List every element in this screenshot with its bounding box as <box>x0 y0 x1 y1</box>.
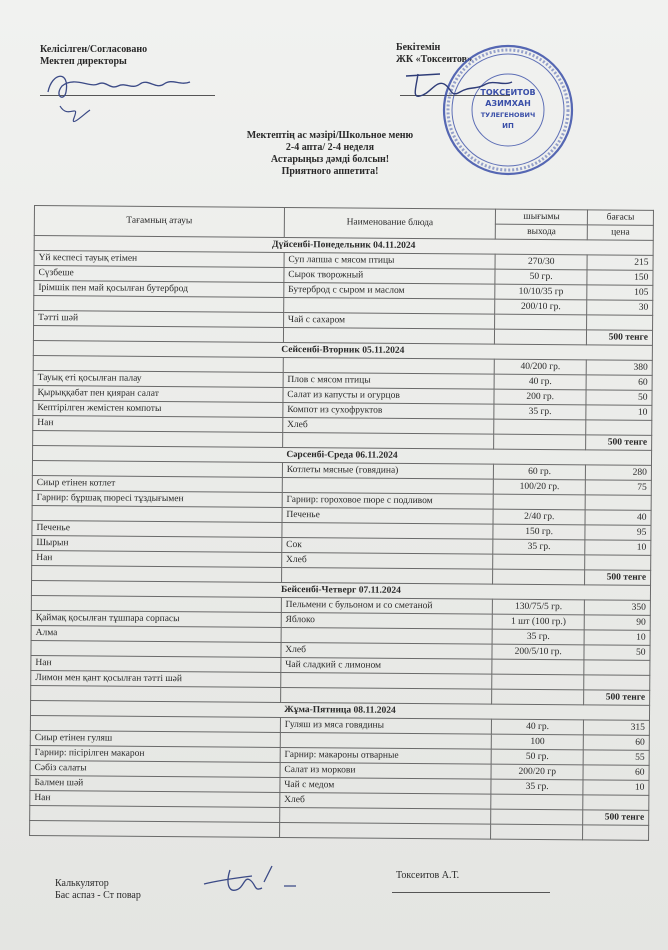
dish-price: 10 <box>583 780 649 796</box>
menu-table <box>29 205 654 841</box>
dish-name-ru <box>281 672 492 689</box>
dish-name-ru: Чай с медом <box>280 777 491 794</box>
dish-price: 60 <box>586 375 652 391</box>
empty-cell <box>494 434 586 450</box>
approver-signature <box>400 62 540 112</box>
empty-cell <box>279 807 490 824</box>
dish-name-ru: Суп лапша с мясом птицы <box>284 252 495 269</box>
dish-price: 50 <box>584 645 650 661</box>
dish-output: 130/75/5 гр. <box>492 599 584 615</box>
chef-signature <box>200 862 310 898</box>
dish-name-kz: Нан <box>32 550 282 567</box>
dish-name-kz: Ірімшік пен май қосылған бутерброд <box>34 281 284 298</box>
dish-price <box>586 420 652 436</box>
dish-name-ru: Сок <box>282 537 493 554</box>
day-total: 500 тенге <box>583 810 649 826</box>
empty-cell <box>583 825 649 841</box>
header-price-kz: бағасы <box>588 210 654 226</box>
stamp-text-1: ТОКСЕИТОВ <box>480 88 536 97</box>
dish-price: 315 <box>584 720 650 736</box>
dish-name-ru: Чай сладкий с лимоном <box>281 657 492 674</box>
dish-name-kz: Гарнир: пісірілген макарон <box>30 745 280 762</box>
dish-output <box>491 794 583 810</box>
header-output-ru: выхода <box>495 224 587 240</box>
dish-price: 50 <box>586 390 652 406</box>
calculator-label: Калькулятор <box>55 878 109 889</box>
dish-name-ru: Компот из сухофруктов <box>283 402 494 419</box>
empty-cell <box>495 329 587 345</box>
day-title: Дүйсенбі-Понедельник 04.11.2024 <box>34 236 653 256</box>
day-title: Сейсенбі-Вторник 05.11.2024 <box>33 340 652 360</box>
dish-name-ru: Котлеты мясные (говядина) <box>282 462 493 479</box>
empty-cell <box>279 822 490 839</box>
dish-output: 50 гр. <box>491 749 583 765</box>
menu-title-block <box>180 130 480 178</box>
dish-output <box>492 659 584 675</box>
dish-name-ru: Чай с сахаром <box>283 312 494 329</box>
dish-output: 100/20 гр. <box>493 479 585 495</box>
dish-name-ru <box>280 732 491 749</box>
table-header-row-1 <box>34 206 653 226</box>
empty-cell <box>30 820 280 837</box>
dish-name-kz: Гарнир: бұршақ пюресі тұздығымен <box>32 490 282 507</box>
dish-price: 90 <box>584 615 650 631</box>
stamp-text-3: ТУЛЕГЕНОВИЧ <box>480 111 536 119</box>
dish-output: 10/10/35 гр <box>495 284 587 300</box>
day-title: Бейсенбі-Четверг 07.11.2024 <box>31 580 650 600</box>
dish-name-ru: Пельмени с бульоном и со сметаной <box>281 597 492 614</box>
dish-output: 60 гр. <box>494 464 586 480</box>
dish-price: 60 <box>583 735 649 751</box>
dish-name-kz: Алма <box>31 625 281 642</box>
day-title: Жұма-Пятница 08.11.2024 <box>30 700 649 720</box>
header-price-ru: цена <box>587 225 653 241</box>
stamp-text-4: ИП <box>502 122 514 130</box>
dish-price <box>587 315 653 331</box>
dish-name-ru: Гарнир: макароны отварные <box>280 747 491 764</box>
school-director-label: Мектеп директоры <box>40 56 127 67</box>
dish-name-kz: Үй кеспесі тауық етімен <box>34 251 284 268</box>
dish-name-kz: Тауық еті қосылған палау <box>33 370 283 387</box>
dish-output: 1 шт (100 гр.) <box>492 614 584 630</box>
dish-price: 55 <box>583 750 649 766</box>
empty-cell <box>283 327 494 344</box>
dish-output: 35 гр. <box>491 779 583 795</box>
director-signature <box>40 62 230 137</box>
dish-output: 100 <box>491 734 583 750</box>
dish-output <box>493 494 585 510</box>
dish-output: 270/30 <box>495 254 587 270</box>
entrepreneur-label: ЖК «Токсеитов» <box>396 54 473 65</box>
dish-price: 10 <box>586 405 652 421</box>
dish-name-kz: Тәтті шәй <box>34 311 284 328</box>
dish-output <box>492 674 584 690</box>
dish-price: 215 <box>587 255 653 271</box>
day-total: 500 тенге <box>586 435 652 451</box>
dish-output: 200 гр. <box>494 389 586 405</box>
header-output-kz: шығымы <box>496 209 588 225</box>
dish-output <box>493 554 585 570</box>
empty-cell <box>493 569 585 585</box>
dish-name-kz: Сәбіз салаты <box>30 760 280 777</box>
empty-cell <box>491 824 583 840</box>
menu-week: 2-4 апта/ 2-4 неделя <box>285 142 375 153</box>
head-chef-label: Бас аспаз - Ст повар <box>55 890 141 901</box>
dish-output: 2/40 гр. <box>493 509 585 525</box>
dish-price <box>585 555 651 571</box>
dish-name-kz: Сиыр етінен гуляш <box>30 730 280 747</box>
header-dish-kz: Тағамның атауы <box>34 206 284 238</box>
dish-name-kz: Лимон мен қант қосылған тәтті шәй <box>31 670 281 687</box>
dish-price: 10 <box>585 540 651 556</box>
dish-price: 105 <box>587 285 653 301</box>
greeting-ru: Приятного аппетита! <box>281 166 379 177</box>
dish-name-kz: Нан <box>30 790 280 807</box>
dish-price: 60 <box>583 765 649 781</box>
empty-cell <box>280 687 491 704</box>
dish-name-kz: Нан <box>33 415 283 432</box>
dish-name-ru: Салат из капусты и огурцов <box>283 387 494 404</box>
dish-output: 200/5/10 гр. <box>492 644 584 660</box>
day-total: 500 тенге <box>585 570 651 586</box>
dish-price <box>584 675 650 691</box>
day-title: Сәрсенбі-Среда 06.11.2024 <box>32 445 651 465</box>
dish-name-ru <box>282 522 493 539</box>
dish-output: 35 гр. <box>494 404 586 420</box>
dish-name-kz: Кептірілген жемістен компоты <box>33 400 283 417</box>
footer-signature-line <box>392 892 550 893</box>
dish-name-ru: Сырок творожный <box>284 267 495 284</box>
dish-name-kz: Шырын <box>32 535 282 552</box>
dish-price: 75 <box>585 480 651 496</box>
dish-output: 150 гр. <box>493 524 585 540</box>
footer-right-block <box>396 870 459 882</box>
dish-output: 35 гр. <box>492 629 584 645</box>
dish-name-ru <box>283 297 494 314</box>
dish-price: 150 <box>587 270 653 286</box>
dish-price: 10 <box>584 630 650 646</box>
dish-price: 95 <box>585 525 651 541</box>
dish-name-ru: Хлеб <box>281 552 492 569</box>
dish-name-kz: Қырыққабат пен қияран салат <box>33 385 283 402</box>
dish-output: 200/20 гр <box>491 764 583 780</box>
dish-price: 350 <box>585 600 651 616</box>
dish-output: 200/10 гр. <box>495 299 587 315</box>
dish-name-ru <box>283 357 494 374</box>
greeting-kz: Астарыңыз дәмді болсын! <box>270 154 390 165</box>
dish-price: 30 <box>587 300 653 316</box>
empty-cell <box>492 689 584 705</box>
approve-label: Бекітемін <box>396 42 441 53</box>
dish-price <box>584 660 650 676</box>
dish-name-ru: Плов с мясом птицы <box>283 372 494 389</box>
dish-name-kz: Қаймақ қосылған тұшпара сорпасы <box>31 610 281 627</box>
dish-output: 50 гр. <box>495 269 587 285</box>
empty-cell <box>282 432 493 449</box>
dish-price: 380 <box>586 360 652 376</box>
dish-output: 40/200 гр. <box>494 359 586 375</box>
dish-output: 35 гр. <box>493 539 585 555</box>
menu-title: Мектептің ас мәзірі/Школьное меню <box>246 130 414 141</box>
dish-name-ru: Хлеб <box>283 417 494 434</box>
footer-left-block <box>55 878 141 902</box>
dish-price <box>585 495 651 511</box>
dish-name-kz: Балмен шәй <box>30 775 280 792</box>
dish-price: 40 <box>585 510 651 526</box>
day-total: 500 тенге <box>587 330 653 346</box>
agreed-label: Келісілген/Согласовано <box>40 44 148 55</box>
dish-name-ru: Гарнир: гороховое пюре с подливом <box>282 492 493 509</box>
dish-name-ru: Хлеб <box>281 642 492 659</box>
dish-output: 40 гр. <box>494 374 586 390</box>
day-total: 500 тенге <box>584 690 650 706</box>
dish-name-ru: Бутерброд с сыром и маслом <box>284 282 495 299</box>
dish-name-ru <box>281 627 492 644</box>
dish-price <box>583 795 649 811</box>
signatory-name: Токсеитов А.Т. <box>396 870 460 881</box>
stamp-text-2: АЗИМХАН <box>485 99 531 108</box>
dish-output <box>495 314 587 330</box>
dish-price: 280 <box>586 465 652 481</box>
dish-name-ru: Гуляш из мяса говядины <box>280 717 491 734</box>
dish-name-kz: Сүзбеше <box>34 266 284 283</box>
dish-name-ru: Салат из моркови <box>280 762 491 779</box>
menu-table-body <box>30 236 654 841</box>
dish-name-kz: Печенье <box>32 520 282 537</box>
empty-cell <box>491 809 583 825</box>
dish-name-kz: Сиыр етінен котлет <box>32 475 282 492</box>
dish-name-kz: Нан <box>31 655 281 672</box>
dish-name-ru: Хлеб <box>280 792 491 809</box>
dish-output <box>494 419 586 435</box>
dish-name-ru <box>282 477 493 494</box>
dish-output: 40 гр. <box>492 719 584 735</box>
dish-name-ru: Яблоко <box>281 612 492 629</box>
empty-cell <box>281 567 492 584</box>
dish-name-ru: Печенье <box>282 507 493 524</box>
header-dish-ru: Наименование блюда <box>284 207 496 239</box>
